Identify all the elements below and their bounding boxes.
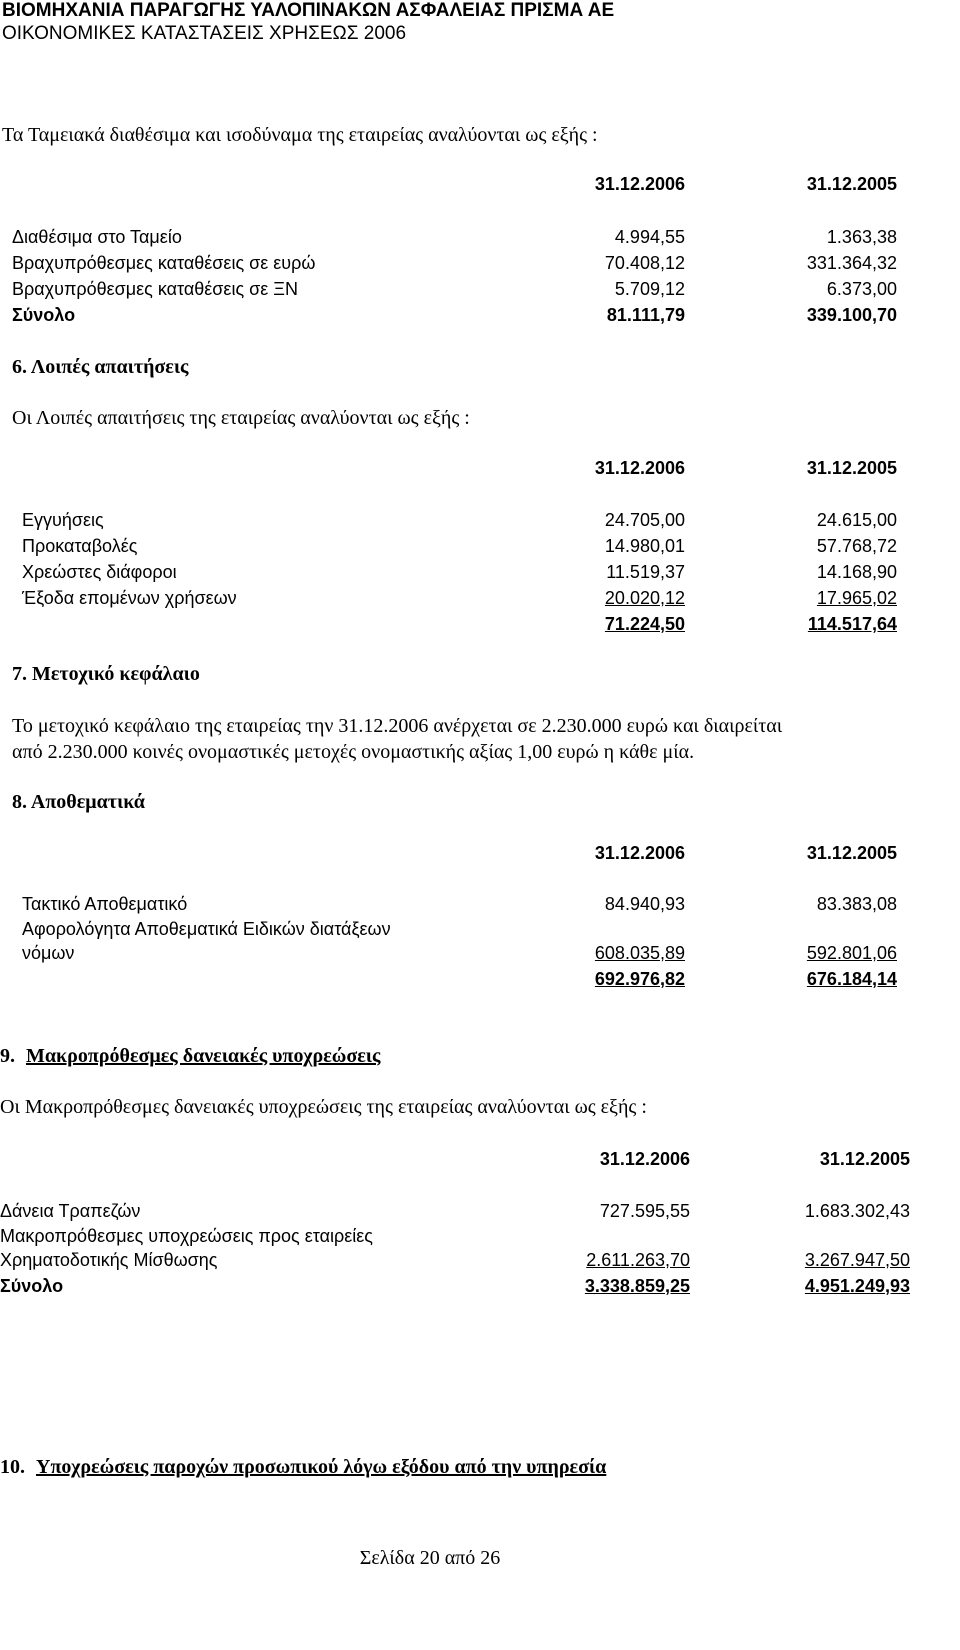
reserves-total-v1: 692.976,82: [594, 969, 685, 989]
section-10-title: [0, 1456, 606, 1479]
cash-row-label: Διαθέσιμα στο Ταμείο: [12, 227, 182, 247]
receivables-row-label: Εγγυήσεις: [22, 510, 104, 530]
page-number: Σελίδα 20 από 26: [359, 1547, 501, 1569]
section-10-heading: Υποχρεώσεις παροχών προσωπικού λόγω εξόδου από την υπηρεσία: [36, 1456, 607, 1478]
loans-row1-v2: 1.683.302,43: [804, 1201, 910, 1221]
receivables-col-2005: 31.12.2005: [806, 458, 897, 478]
receivables-col-2006: 31.12.2006: [594, 458, 685, 478]
reserves-row2-v1: 608.035,89: [594, 943, 685, 963]
receivables-row-v2: 24.615,00: [816, 510, 897, 530]
cash-total-v1: 81.111,79: [606, 305, 685, 325]
reserves-row1-label: Τακτικό Αποθεματικό: [22, 894, 188, 914]
receivables-row-v1: 24.705,00: [604, 510, 685, 530]
loans-intro: Οι Μακροπρόθεσμες δανειακές υποχρεώσεις της εταιρείας αναλύονται ως εξής :: [0, 1096, 647, 1118]
receivables-row-v1: 11.519,37: [606, 562, 685, 582]
section-8-title: 8. Αποθεματικά: [12, 791, 145, 813]
loans-col-2006: 31.12.2006: [599, 1149, 690, 1169]
reserves-row1-v1: 84.940,93: [604, 894, 685, 914]
receivables-row-v2: 17.965,02: [816, 588, 897, 608]
section-10-number: 10.: [0, 1456, 25, 1478]
receivables-total-v2: 114.517,64: [807, 614, 897, 634]
reserves-col-2005: 31.12.2005: [806, 843, 897, 863]
receivables-row-label: Χρεώστες διάφοροι: [22, 562, 177, 582]
section-9-title: [0, 1045, 380, 1068]
receivables-row-v1: 20.020,12: [604, 588, 685, 608]
section-6-title: 6. Λοιπές απαιτήσεις: [12, 356, 189, 378]
section-7-title: 7. Μετοχικό κεφάλαιο: [12, 663, 200, 685]
receivables-intro: Οι Λοιπές απαιτήσεις της εταιρείας αναλύονται ως εξής :: [12, 407, 470, 429]
receivables-row-v2: 14.168,90: [816, 562, 897, 582]
cash-row-label: Βραχυπρόθεσμες καταθέσεις σε ΞΝ: [12, 279, 298, 299]
cash-row-v2: 1.363,38: [826, 227, 897, 247]
cash-col-2006: 31.12.2006: [594, 174, 685, 194]
cash-row-v1: 5.709,12: [614, 279, 685, 299]
receivables-row-v1: 14.980,01: [604, 536, 685, 556]
receivables-row-label: Προκαταβολές: [22, 536, 138, 556]
capital-text-line2: από 2.230.000 κοινές ονομαστικές μετοχές ονομαστικής αξίας 1,00 ευρώ η κάθε μία.: [12, 741, 695, 763]
capital-text-line1: Το μετοχικό κεφάλαιο της εταιρείας την 31.12.2006 ανέρχεται σε 2.230.000 ευρώ και διαιρείται: [12, 715, 783, 737]
receivables-row-v2: 57.768,72: [816, 536, 897, 556]
loans-row2-v1: 2.611.263,70: [586, 1250, 690, 1270]
loans-row2-label-line1: Μακροπρόθεσμες υποχρεώσεις προς εταιρείες: [0, 1226, 373, 1246]
company-name: ΒΙΟΜΗΧΑΝΙΑ ΠΑΡΑΓΩΓΗΣ ΥΑΛΟΠΙΝΑΚΩΝ ΑΣΦΑΛΕΙΑΣ ΠΡΙΣΜΑ ΑΕ: [2, 0, 615, 21]
cash-row-v2: 331.364,32: [806, 253, 897, 273]
reserves-row1-v2: 83.383,08: [816, 894, 897, 914]
report-subtitle: ΟΙΚΟΝΟΜΙΚΕΣ ΚΑΤΑΣΤΑΣΕΙΣ ΧΡΗΣΕΩΣ 2006: [2, 23, 407, 44]
loans-row2-label-line2: Χρηματοδοτικής Μίσθωσης: [0, 1250, 218, 1270]
loans-total-label: Σύνολο: [0, 1276, 64, 1296]
loans-row1-v1: 727.595,55: [599, 1201, 690, 1221]
reserves-row2-label-line2: νόμων: [22, 943, 75, 963]
receivables-total-v1: 71.224,50: [604, 614, 685, 634]
section-9-number: 9.: [0, 1045, 15, 1067]
cash-total-label: Σύνολο: [12, 305, 76, 325]
loans-row1-label: Δάνεια Τραπεζών: [0, 1201, 141, 1221]
receivables-row-label: Έξοδα επομένων χρήσεων: [22, 588, 237, 608]
loans-row2-v2: 3.267.947,50: [804, 1250, 910, 1270]
cash-col-2005: 31.12.2005: [806, 174, 897, 194]
loans-total-v1: 3.338.859,25: [584, 1276, 690, 1296]
cash-row-v1: 4.994,55: [614, 227, 685, 247]
reserves-row2-v2: 592.801,06: [806, 943, 897, 963]
cash-row-v1: 70.408,12: [604, 253, 685, 273]
cash-row-label: Βραχυπρόθεσμες καταθέσεις σε ευρώ: [12, 253, 316, 273]
loans-col-2005: 31.12.2005: [819, 1149, 910, 1169]
reserves-row2-label-line1: Αφορολόγητα Αποθεματικά Ειδικών διατάξεων: [22, 919, 391, 939]
reserves-col-2006: 31.12.2006: [594, 843, 685, 863]
cash-intro: Τα Ταμειακά διαθέσιμα και ισοδύναμα της εταιρείας αναλύονται ως εξής :: [2, 124, 598, 146]
cash-row-v2: 6.373,00: [826, 279, 897, 299]
section-9-heading: Μακροπρόθεσμες δανειακές υποχρεώσεις: [26, 1045, 381, 1067]
loans-total-v2: 4.951.249,93: [804, 1276, 910, 1296]
reserves-total-v2: 676.184,14: [806, 969, 897, 989]
cash-total-v2: 339.100,70: [806, 305, 897, 325]
